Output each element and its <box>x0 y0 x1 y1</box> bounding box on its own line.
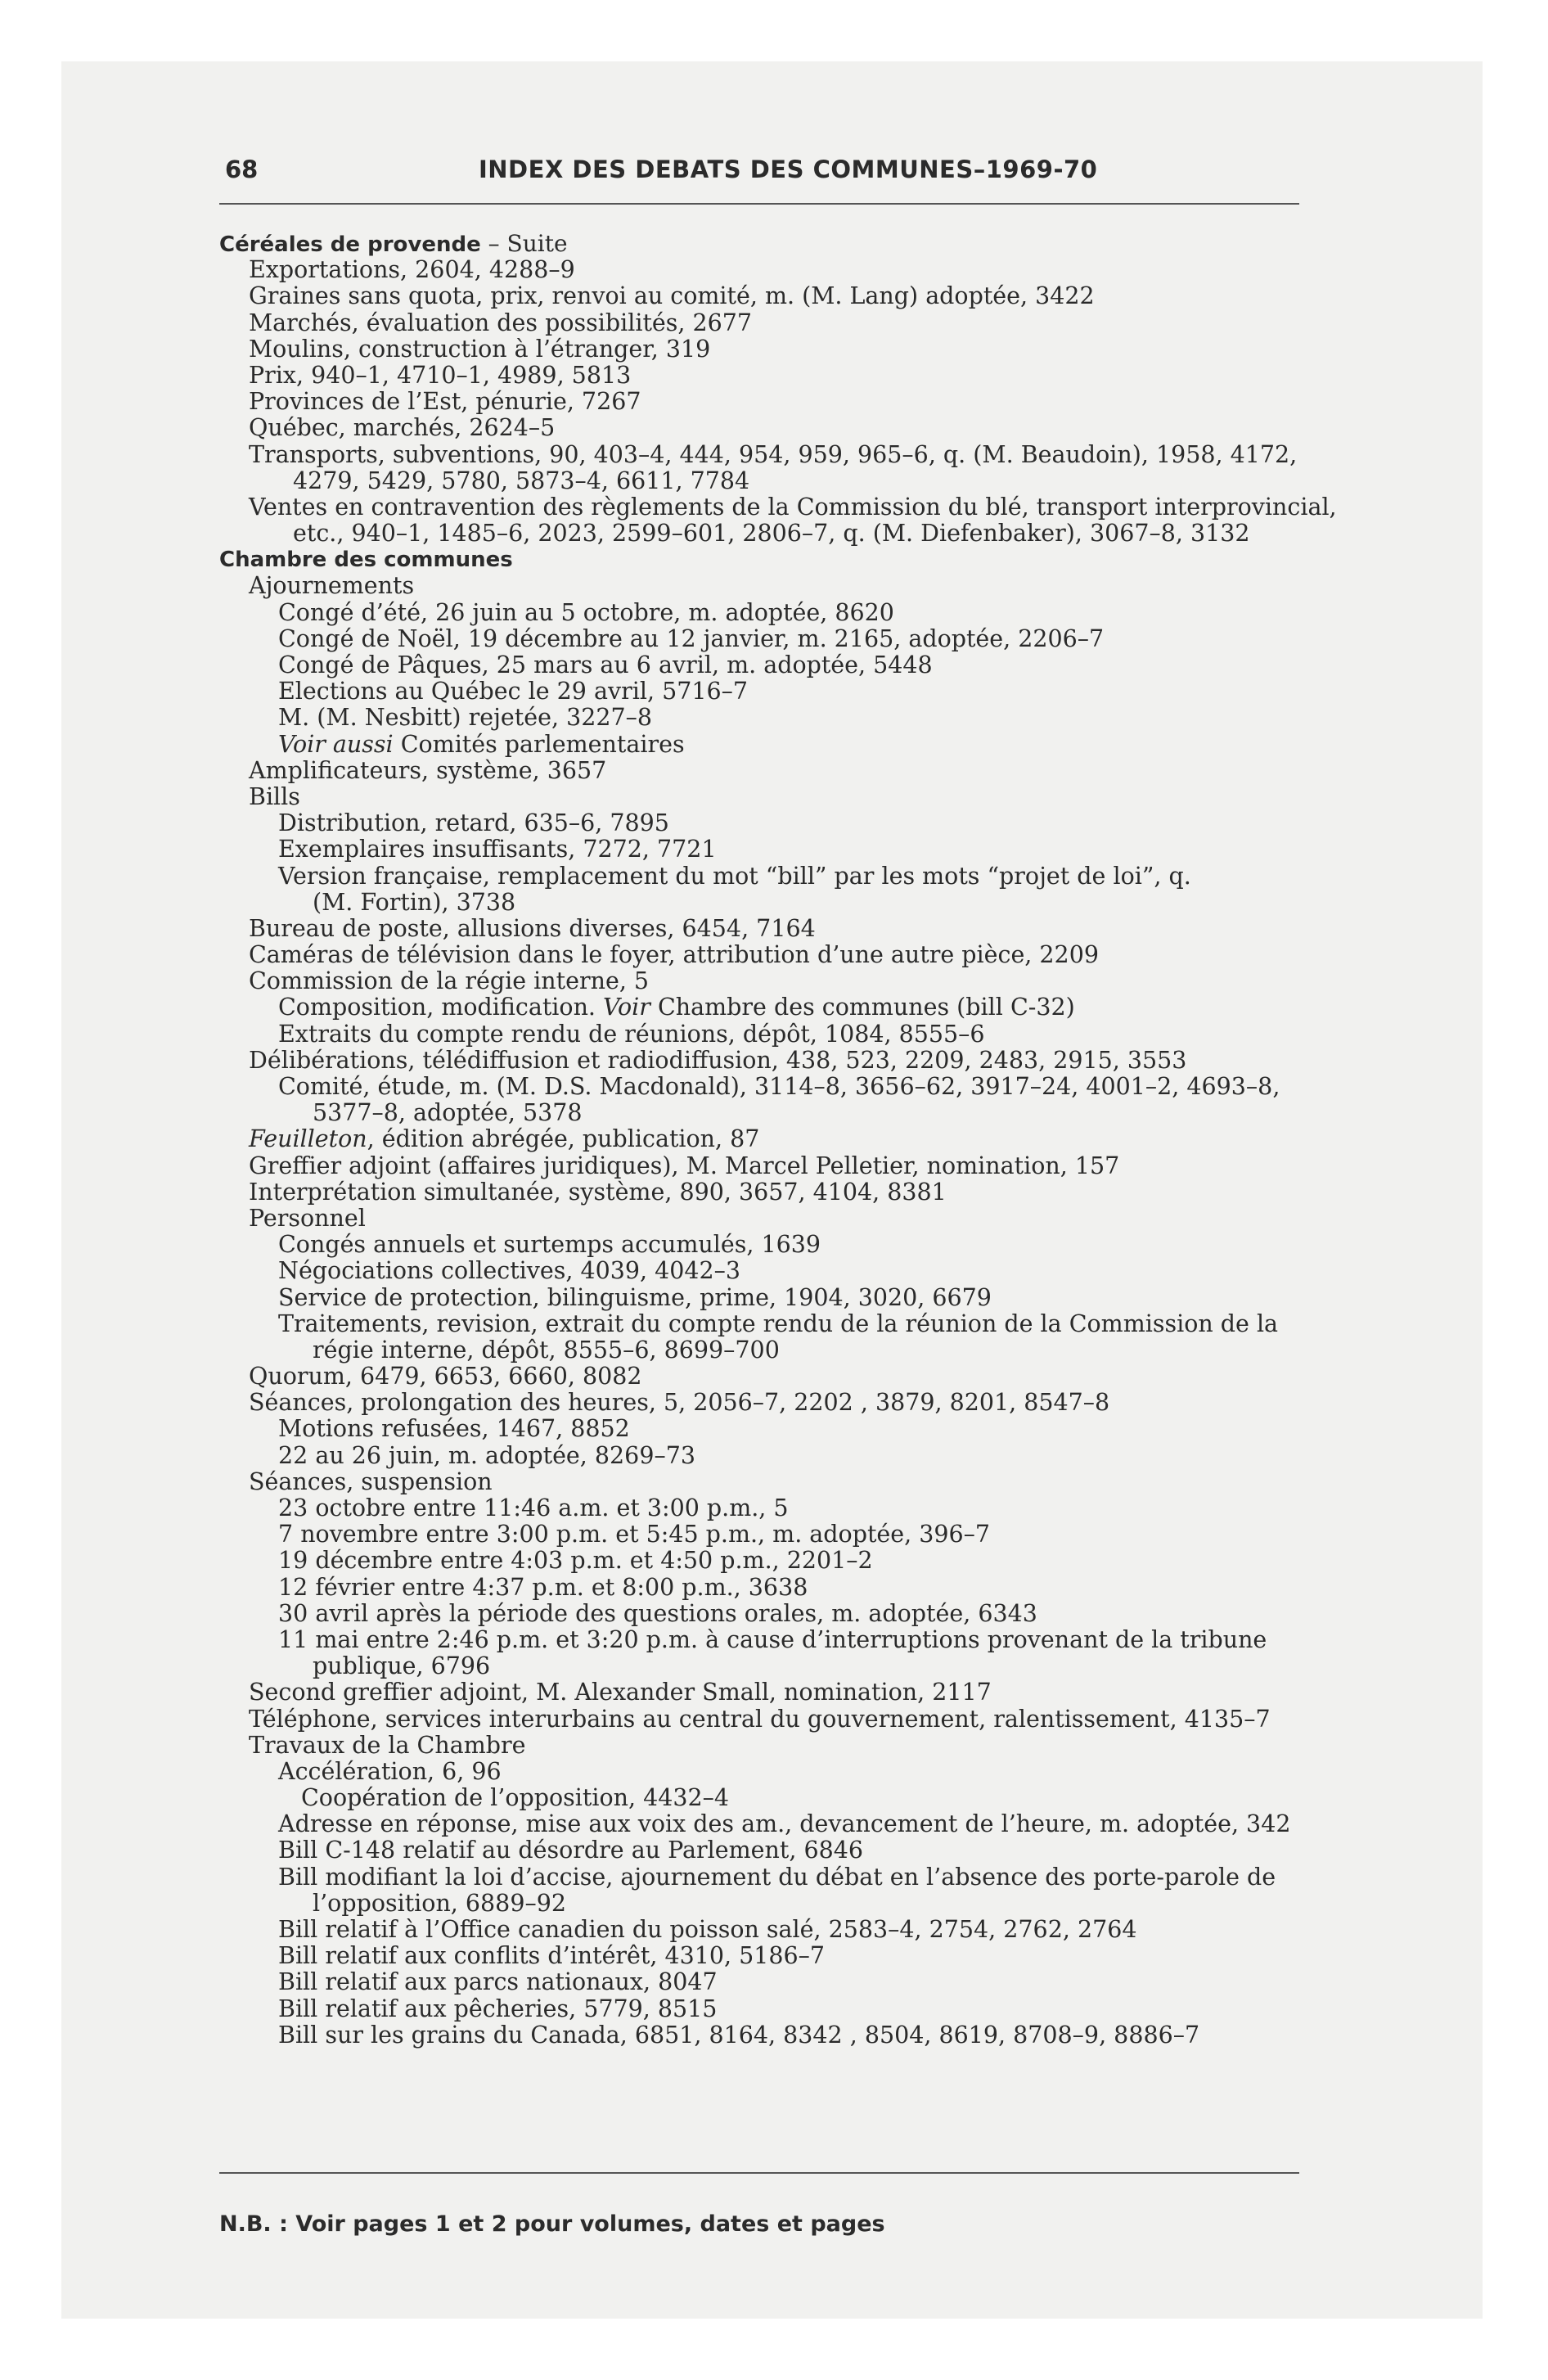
entry-text: Interprétation simultanée, système, 890, 3657, 4104, 8381 <box>249 1178 947 1206</box>
index-entry <box>219 442 1348 468</box>
index-entry <box>219 1733 1348 1759</box>
entry-text: 11 mai entre 2:46 p.m. et 3:20 p.m. à cause d’interruptions provenant de la tribune <box>278 1625 1267 1653</box>
entry-text: Bill relatif aux conflits d’intérêt, 4310, 5186–7 <box>278 1942 826 1970</box>
index-entry <box>219 1864 1348 1891</box>
entry-text: régie interne, dépôt, 8555–6, 8699–700 <box>313 1336 780 1364</box>
entry-text: Ventes en contravention des règlements de la Commission du blé, transport interprovincial, <box>249 493 1337 521</box>
index-entry-continuation <box>219 1100 1348 1126</box>
index-entry <box>219 942 1348 968</box>
entry-text: Marchés, évaluation des possibilités, 2677 <box>249 309 753 336</box>
index-entry <box>219 1811 1348 1837</box>
entry-text: Québec, marchés, 2624–5 <box>249 414 556 442</box>
index-entry-continuation <box>219 1337 1348 1364</box>
cross-reference-label: Voir aussi <box>278 730 394 758</box>
entry-text: Comité, étude, m. (M. D.S. Macdonald), 3114–8, 3656–62, 3917–24, 4001–2, 4693–8, <box>278 1073 1280 1100</box>
entry-text: Transports, subventions, 90, 403–4, 444, 954, 959, 965–6, q. (M. Beaudoin), 1958, 4172, <box>249 440 1298 468</box>
entry-text: 12 février entre 4:37 p.m. et 8:00 p.m., 3638 <box>278 1573 808 1601</box>
index-entry <box>219 336 1348 363</box>
header-rule <box>219 203 1299 205</box>
index-entry-continuation <box>219 521 1348 547</box>
index-heading <box>219 547 1348 573</box>
entry-text: Elections au Québec le 29 avril, 5716–7 <box>278 678 748 705</box>
index-entry <box>219 652 1348 678</box>
entry-text: Provinces de l’Est, pénurie, 7267 <box>249 388 641 416</box>
index-entry <box>219 968 1348 994</box>
index-entry <box>219 1706 1348 1733</box>
entry-text: Motions refusées, 1467, 8852 <box>278 1415 630 1443</box>
index-entry <box>219 257 1348 283</box>
index-entry-continuation <box>219 1653 1348 1679</box>
entry-text: Bills <box>249 782 300 810</box>
index-entry <box>219 1048 1348 1074</box>
index-entry <box>219 1548 1348 1574</box>
entry-text: 22 au 26 juin, m. adoptée, 8269–73 <box>278 1441 695 1469</box>
index-entry <box>219 1759 1348 1785</box>
entry-text: Congé de Pâques, 25 mars au 6 avril, m. adoptée, 5448 <box>278 651 933 678</box>
entry-text: Séances, suspension <box>249 1467 493 1495</box>
italic-title: Feuilleton <box>249 1125 367 1153</box>
index-entry <box>219 1601 1348 1627</box>
entry-text: Commission de la régie interne, 5 <box>249 967 650 995</box>
index-entry <box>219 283 1348 309</box>
entry-text: Greffier adjoint (affaires juridiques), M. Marcel Pelletier, nomination, 157 <box>249 1152 1120 1179</box>
index-entry <box>219 1285 1348 1311</box>
index-entry <box>219 1179 1348 1206</box>
entry-text: Congé de Noël, 19 décembre au 12 janvier, m. 2165, adoptée, 2206–7 <box>278 624 1105 652</box>
entry-text: 4279, 5429, 5780, 5873–4, 6611, 7784 <box>293 467 750 494</box>
cross-reference-label: Voir <box>603 994 650 1021</box>
index-entry <box>219 1364 1348 1390</box>
entry-text: Personnel <box>249 1204 366 1232</box>
index-entry <box>219 916 1348 942</box>
entry-text: , édition abrégée, publication, 87 <box>367 1125 760 1153</box>
entry-text: 7 novembre entre 3:00 p.m. et 5:45 p.m., m. adoptée, 396–7 <box>278 1521 991 1548</box>
entry-text: Distribution, retard, 635–6, 7895 <box>278 809 669 837</box>
entry-text: Bill modifiant la loi d’accise, ajournement du débat en l’absence des porte-parole de <box>278 1863 1276 1891</box>
index-entry <box>219 784 1348 810</box>
running-title: INDEX DES DEBATS DES COMMUNES–1969-70 <box>479 156 1098 183</box>
entry-text: Quorum, 6479, 6653, 6660, 8082 <box>249 1363 642 1391</box>
index-entry <box>219 758 1348 784</box>
entry-text: Bill sur les grains du Canada, 6851, 8164, 8342 , 8504, 8619, 8708–9, 8886–7 <box>278 2021 1200 2049</box>
index-entry <box>219 1390 1348 1416</box>
page-number: 68 <box>225 156 259 183</box>
index-entry <box>219 1943 1348 1969</box>
entry-text: etc., 940–1, 1485–6, 2023, 2599–601, 2806–7, q. (M. Diefenbaker), 3067–8, 3132 <box>293 520 1250 548</box>
index-entry <box>219 1311 1348 1337</box>
index-entry <box>219 1969 1348 1995</box>
entry-text: Bureau de poste, allusions diverses, 6454, 7164 <box>249 914 816 942</box>
index-entry <box>219 1074 1348 1100</box>
index-entry <box>219 1521 1348 1548</box>
entry-text: Adresse en réponse, mise aux voix des am., devancement de l’heure, m. adoptée, 342 <box>278 1810 1291 1838</box>
index-entry <box>219 1416 1348 1442</box>
index-entry <box>219 810 1348 836</box>
index-heading <box>219 231 1348 257</box>
footnote: N.B. : Voir pages 1 et 2 pour volumes, dates et pages <box>219 2211 885 2237</box>
entry-text: Coopération de l’opposition, 4432–4 <box>301 1784 729 1812</box>
index-entries <box>219 231 1348 2049</box>
index-entry <box>219 363 1348 389</box>
heading-suffix: – Suite <box>480 230 568 257</box>
index-entry <box>219 600 1348 626</box>
entry-text: Ajournements <box>249 572 415 600</box>
entry-text: Travaux de la Chambre <box>249 1731 526 1759</box>
entry-text: Congé d’été, 26 juin au 5 octobre, m. adoptée, 8620 <box>278 598 894 626</box>
entry-text: Caméras de télévision dans le foyer, attribution d’une autre pièce, 2209 <box>249 941 1099 969</box>
footer-rule <box>219 2172 1299 2174</box>
index-entry <box>219 836 1348 863</box>
entry-text: Extraits du compte rendu de réunions, dépôt, 1084, 8555–6 <box>278 1020 985 1048</box>
entry-text: Bill C-148 relatif au désordre au Parlement, 6846 <box>278 1837 863 1864</box>
entry-text: Amplificateurs, système, 3657 <box>249 756 607 784</box>
entry-text: Bill relatif aux pêcheries, 5779, 8515 <box>278 1995 718 2022</box>
entry-text: Comités parlementaires <box>393 730 685 758</box>
index-entry <box>219 705 1348 731</box>
index-entry <box>219 494 1348 521</box>
index-entry <box>219 1627 1348 1653</box>
entry-text: Congés annuels et surtemps accumulés, 1639 <box>278 1231 821 1259</box>
index-entry <box>219 389 1348 415</box>
entry-text: Négociations collectives, 4039, 4042–3 <box>278 1257 741 1285</box>
entry-text: Délibérations, télédiffusion et radiodiffusion, 438, 523, 2209, 2483, 2915, 3553 <box>249 1046 1187 1074</box>
entry-text: Second greffier adjoint, M. Alexander Small, nomination, 2117 <box>249 1679 992 1706</box>
index-entry <box>219 1126 1348 1152</box>
index-entry <box>219 310 1348 336</box>
index-entry <box>219 1837 1348 1864</box>
entry-text: 19 décembre entre 4:03 p.m. et 4:50 p.m., 2201–2 <box>278 1547 873 1575</box>
entry-text: Bill relatif aux parcs nationaux, 8047 <box>278 1968 718 1996</box>
heading-text: Chambre des communes <box>219 548 513 573</box>
entry-text: (M. Fortin), 3738 <box>313 888 516 916</box>
index-entry <box>219 573 1348 599</box>
entry-text: 30 avril après la période des questions orales, m. adoptée, 6343 <box>278 1599 1037 1627</box>
entry-text: Version française, remplacement du mot “bill” par les mots “projet de loi”, q. <box>278 862 1191 890</box>
entry-text: M. (M. Nesbitt) rejetée, 3227–8 <box>278 704 653 732</box>
entry-text: Exemplaires insuffisants, 7272, 7721 <box>278 836 717 863</box>
index-entry <box>219 1021 1348 1048</box>
entry-text: Séances, prolongation des heures, 5, 2056–7, 2202 , 3879, 8201, 8547–8 <box>249 1389 1110 1417</box>
entry-text: Composition, modification. <box>278 994 604 1021</box>
entry-text: publique, 6796 <box>313 1652 491 1680</box>
index-entry <box>219 1917 1348 1943</box>
index-entry <box>219 732 1348 758</box>
index-entry <box>219 415 1348 441</box>
index-entry <box>219 1232 1348 1258</box>
entry-text: Service de protection, bilinguisme, prime, 1904, 3020, 6679 <box>278 1283 992 1311</box>
entry-text: Téléphone, services interurbains au central du gouvernement, ralentissement, 4135–7 <box>249 1705 1271 1733</box>
index-entry <box>219 1153 1348 1179</box>
index-entry <box>219 1996 1348 2022</box>
index-entry <box>219 626 1348 652</box>
index-entry <box>219 678 1348 705</box>
index-entry-continuation <box>219 890 1348 916</box>
index-entry <box>219 1575 1348 1601</box>
index-entry <box>219 994 1348 1021</box>
index-entry-continuation <box>219 1891 1348 1917</box>
entry-text: 5377–8, adoptée, 5378 <box>313 1099 583 1127</box>
entry-text: Graines sans quota, prix, renvoi au comité, m. (M. Lang) adoptée, 3422 <box>249 282 1095 310</box>
entry-text: Moulins, construction à l’étranger, 319 <box>249 335 711 363</box>
entry-text: Exportations, 2604, 4288–9 <box>249 256 575 284</box>
index-entry <box>219 1495 1348 1521</box>
entry-text: Bill relatif à l’Office canadien du poisson salé, 2583–4, 2754, 2762, 2764 <box>278 1916 1137 1943</box>
index-entry <box>219 1443 1348 1469</box>
page-header <box>225 149 1297 190</box>
entry-text: Accélération, 6, 96 <box>278 1757 502 1785</box>
entry-text: Chambre des communes (bill C-32) <box>650 994 1075 1021</box>
index-entry <box>219 1785 1348 1811</box>
index-entry <box>219 1258 1348 1284</box>
index-entry <box>219 863 1348 890</box>
index-entry <box>219 1206 1348 1232</box>
index-entry <box>219 1469 1348 1495</box>
heading-text: Céréales de provende <box>219 232 481 257</box>
entry-text: l’opposition, 6889–92 <box>313 1889 566 1917</box>
index-entry <box>219 1679 1348 1706</box>
entry-text: 23 octobre entre 11:46 a.m. et 3:00 p.m., 5 <box>278 1494 789 1521</box>
index-entry-continuation <box>219 468 1348 494</box>
entry-text: Traitements, revision, extrait du compte rendu de la réunion de la Commission de la <box>278 1309 1279 1337</box>
entry-text: Prix, 940–1, 4710–1, 4989, 5813 <box>249 361 632 389</box>
index-entry <box>219 2022 1348 2049</box>
